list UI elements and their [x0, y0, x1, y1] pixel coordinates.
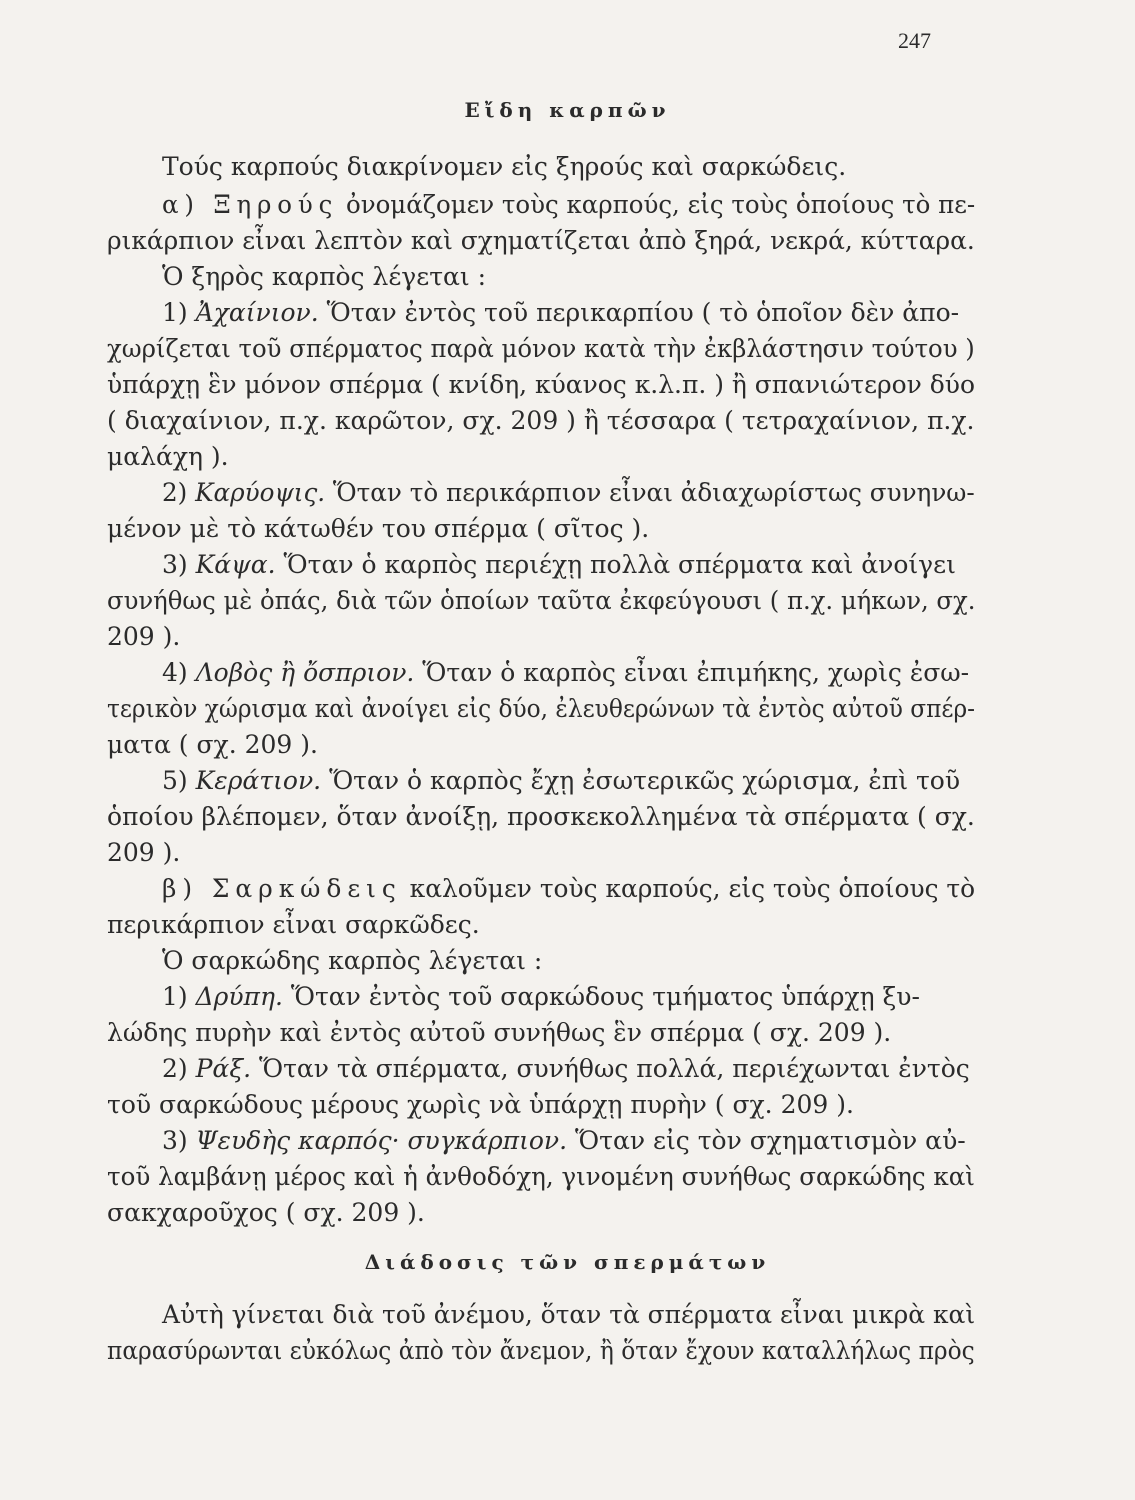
text-line: λώδης πυρὴν καὶ ἐντὸς αὐτοῦ συνήθως ἓν σπέρμα ( σχ. 209 ). [107, 1018, 892, 1047]
text-line: Αὐτὴ γίνεται διὰ τοῦ ἀνέμου, ὅταν τὰ σπέρματα εἶναι μικρὰ καὶ [162, 1300, 976, 1329]
term-berry: Ράξ. [195, 1054, 252, 1083]
term-fleshy: β) Σαρκώδεις [162, 874, 402, 903]
text-line: παρασύρωνται εὐκόλως ἀπὸ τὸν ἄνεμον, ἢ ὅταν ἔχουν καταλλήλως πρὸς [107, 1336, 975, 1365]
text-line [162, 1054, 970, 1083]
text-line: 209 ). [107, 622, 181, 651]
text-line: μένον μὲ τὸ κάτωθέν του σπέρμα ( σῖτος ). [107, 514, 650, 543]
text-span: Ὅταν ὁ καρπὸς περιέχῃ πολλὰ σπέρματα καὶ ἀνοίγει [275, 550, 956, 579]
term-achene: Ἀχαίνιον. [195, 298, 319, 327]
term-drupe: Δρύπη. [195, 982, 283, 1011]
item-number: 3) [162, 1126, 196, 1155]
item-number: 5) [162, 766, 196, 795]
text-line: Ὁ ξηρὸς καρπὸς λέγεται : [162, 262, 487, 291]
text-line: ματα ( σχ. 209 ). [107, 730, 318, 759]
text-line: τοῦ σαρκώδους μέρους χωρὶς νὰ ὑπάρχῃ πυρὴν ( σχ. 209 ). [107, 1090, 854, 1119]
item-number: 3) [162, 550, 196, 579]
text-line: ὑπάρχῃ ἓν μόνον σπέρμα ( κνίδη, κύανος κ.λ.π. ) ἢ σπανιώτερον δύο [107, 370, 975, 399]
section-heading-seed-dispersal: Διάδοσις τῶν σπερμάτων [364, 1250, 771, 1274]
term-false-fruit: Ψευδὴς καρπός· συγκάρπιον. [195, 1126, 568, 1155]
text-line: ὁποίου βλέπομεν, ὅταν ἀνοίξῃ, προσκεκολλημένα τὰ σπέρματα ( σχ. [107, 802, 975, 831]
text-line [162, 658, 969, 687]
text-line: τερικὸν χώρισμα καὶ ἀνοίγει εἰς δύο, ἐλευθερώνων τὰ ἐντὸς αὐτοῦ σπέρ- [107, 694, 976, 723]
term-capsule: Κάψα. [195, 550, 276, 579]
term-caryopsis: Καρύοψις. [195, 478, 326, 507]
text-line [162, 550, 956, 579]
item-number: 1) [162, 298, 196, 327]
text-line: συνήθως μὲ ὀπάς, διὰ τῶν ὁποίων ταῦτα ἐκφεύγουσι ( π.χ. μήκων, σχ. [107, 586, 976, 615]
text-line: μαλάχη ). [107, 442, 229, 471]
text-line [162, 1126, 966, 1155]
text-line [162, 874, 975, 903]
item-number: 1) [162, 982, 196, 1011]
text-line: χωρίζεται τοῦ σπέρματος παρὰ μόνον κατὰ τὴν ἐκβλάστησιν τούτου ) [107, 334, 975, 363]
text-line [162, 982, 920, 1011]
text-line [162, 478, 975, 507]
term-silique: Κεράτιον. [195, 766, 322, 795]
item-number: 2) [162, 478, 196, 507]
text-span: ὀνομάζομεν τοὺς καρπούς, εἰς τοὺς ὁποίους τὸ πε- [345, 190, 976, 219]
text-line: Ὁ σαρκώδης καρπὸς λέγεται : [162, 946, 543, 975]
text-line: ρικάρπιον εἶναι λεπτὸν καὶ σχηματίζεται ἀπὸ ξηρά, νεκρά, κύτταρα. [107, 226, 975, 255]
text-span: Ὅταν ὁ καρπὸς εἶναι ἐπιμήκης, χωρὶς ἐσω- [414, 658, 970, 687]
page-number: 247 [898, 28, 931, 53]
text-span: Ὅταν εἰς τὸν σχηματισμὸν αὐ- [567, 1126, 966, 1155]
text-line: τοῦ λαμβάνῃ μέρος καὶ ἡ ἀνθοδόχη, γινομένη συνήθως σαρκώδης καὶ [107, 1162, 975, 1191]
text-line: Τούς καρπούς διακρίνομεν εἰς ξηρούς καὶ σαρκώδεις. [162, 152, 847, 181]
section-heading-fruit-types: Εἴδη καρπῶν [464, 98, 671, 122]
text-line: ( διαχαίνιον, π.χ. καρῶτον, σχ. 209 ) ἢ τέσσαρα ( τετραχαίνιον, π.χ. [107, 406, 975, 435]
term-dry: α) Ξηρούς [162, 190, 339, 219]
text-span: Ὅταν ἐντὸς τοῦ περικαρπίου ( τὸ ὁποῖον δὲν ἀπο- [318, 298, 960, 327]
text-span: καλοῦμεν τοὺς καρπούς, εἰς τοὺς ὁποίους τὸ [409, 874, 976, 903]
text-line [162, 298, 959, 327]
text-line [162, 766, 960, 795]
text-line: 209 ). [107, 838, 181, 867]
item-number: 4) [162, 658, 196, 687]
text-span: Ὅταν τὰ σπέρματα, συνήθως πολλά, περιέχωνται ἐντὸς [251, 1054, 970, 1083]
text-span: Ὅταν τὸ περικάρπιον εἶναι ἀδιαχωρίστως συνηνω- [325, 478, 975, 507]
text-span: Ὅταν ἐντὸς τοῦ σαρκώδους τμήματος ὑπάρχῃ ξυ- [282, 982, 920, 1011]
text-line [162, 190, 975, 219]
text-span: Ὅταν ὁ καρπὸς ἔχῃ ἐσωτερικῶς χώρισμα, ἐπὶ τοῦ [321, 766, 961, 795]
text-line: περικάρπιον εἶναι σαρκῶδες. [107, 910, 480, 939]
text-line: σακχαροῦχος ( σχ. 209 ). [107, 1198, 425, 1227]
term-legume: Λοβὸς ἢ ὄσπριον. [195, 658, 415, 687]
item-number: 2) [162, 1054, 196, 1083]
